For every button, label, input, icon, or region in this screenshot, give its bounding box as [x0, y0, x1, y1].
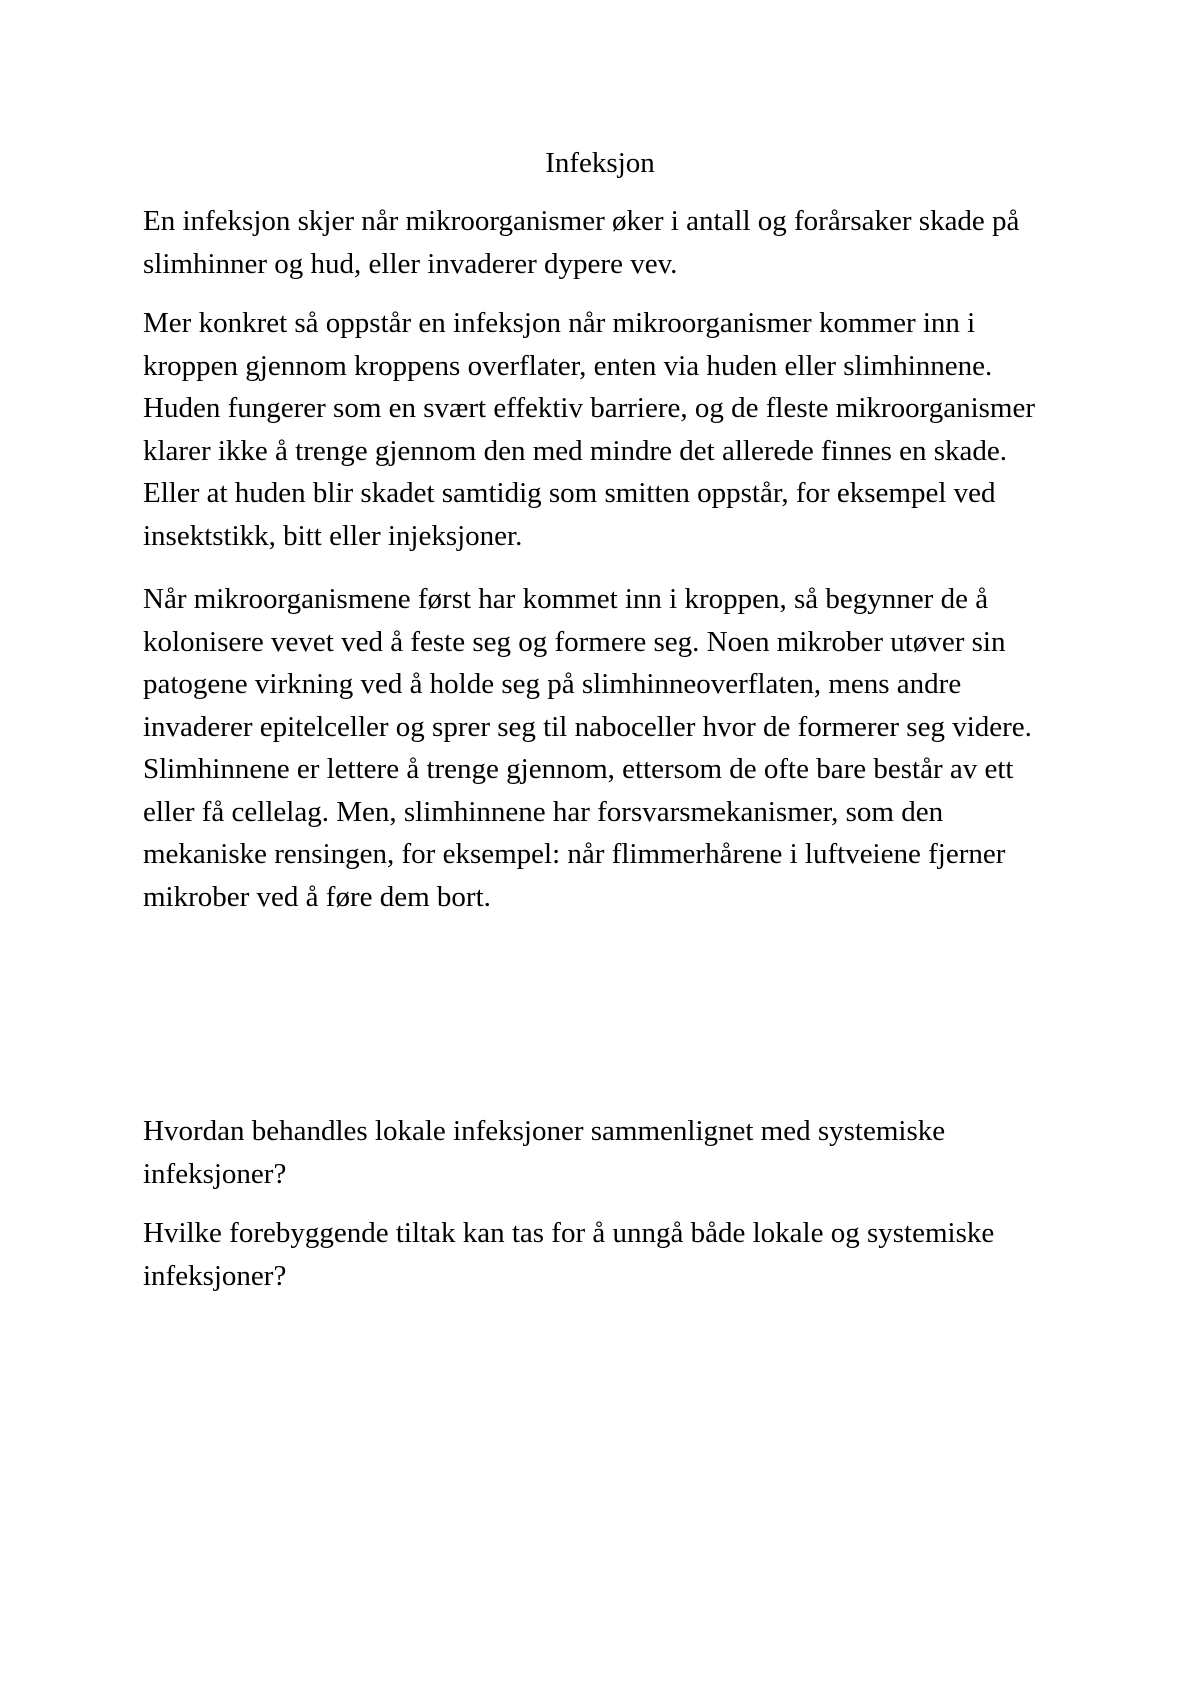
document-title: Infeksjon	[545, 147, 655, 179]
paragraph-entry-routes: Mer konkret så oppstår en infeksjon når mikroorganismer kommer inn i kroppen gjennom kroppens overflater, enten via huden eller slimhinnene. Huden fungerer som en svært effektiv barriere, og de fleste mikroorganismer klarer ikke å trenge gjennom den med mindre det allerede finnes en skade. Eller at huden blir skadet samtidig som smitten oppstår, for eksempel ved insektstikk, bitt eller injeksjoner.	[143, 307, 1036, 552]
question-treatment: Hvordan behandles lokale infeksjoner sammenlignet med systemiske infeksjoner?	[143, 1115, 946, 1190]
paragraph-definition: En infeksjon skjer når mikroorganismer øker i antall og forårsaker skade på slimhinner og hud, eller invaderer dypere vev.	[143, 205, 1020, 280]
paragraph-colonization: Når mikroorganismene først har kommet inn i kroppen, så begynner de å kolonisere vevet ved å feste seg og formere seg. Noen mikrober utøver sin patogene virkning ved å holde seg på slimhinneoverflaten, mens andre invaderer epitelceller og sprer seg til naboceller hvor de formerer seg videre. Slimhinnene er lettere å trenge gjennom, ettersom de ofte bare består av ett eller få cellelag. Men, slimhinnene har forsvarsmekanismer, som den mekaniske rensingen, for eksempel: når flimmerhårene i luftveiene fjerner mikrober ved å føre dem bort.	[143, 583, 1032, 913]
question-prevention: Hvilke forebyggende tiltak kan tas for å unngå både lokale og systemiske infeksjoner?	[143, 1217, 995, 1292]
